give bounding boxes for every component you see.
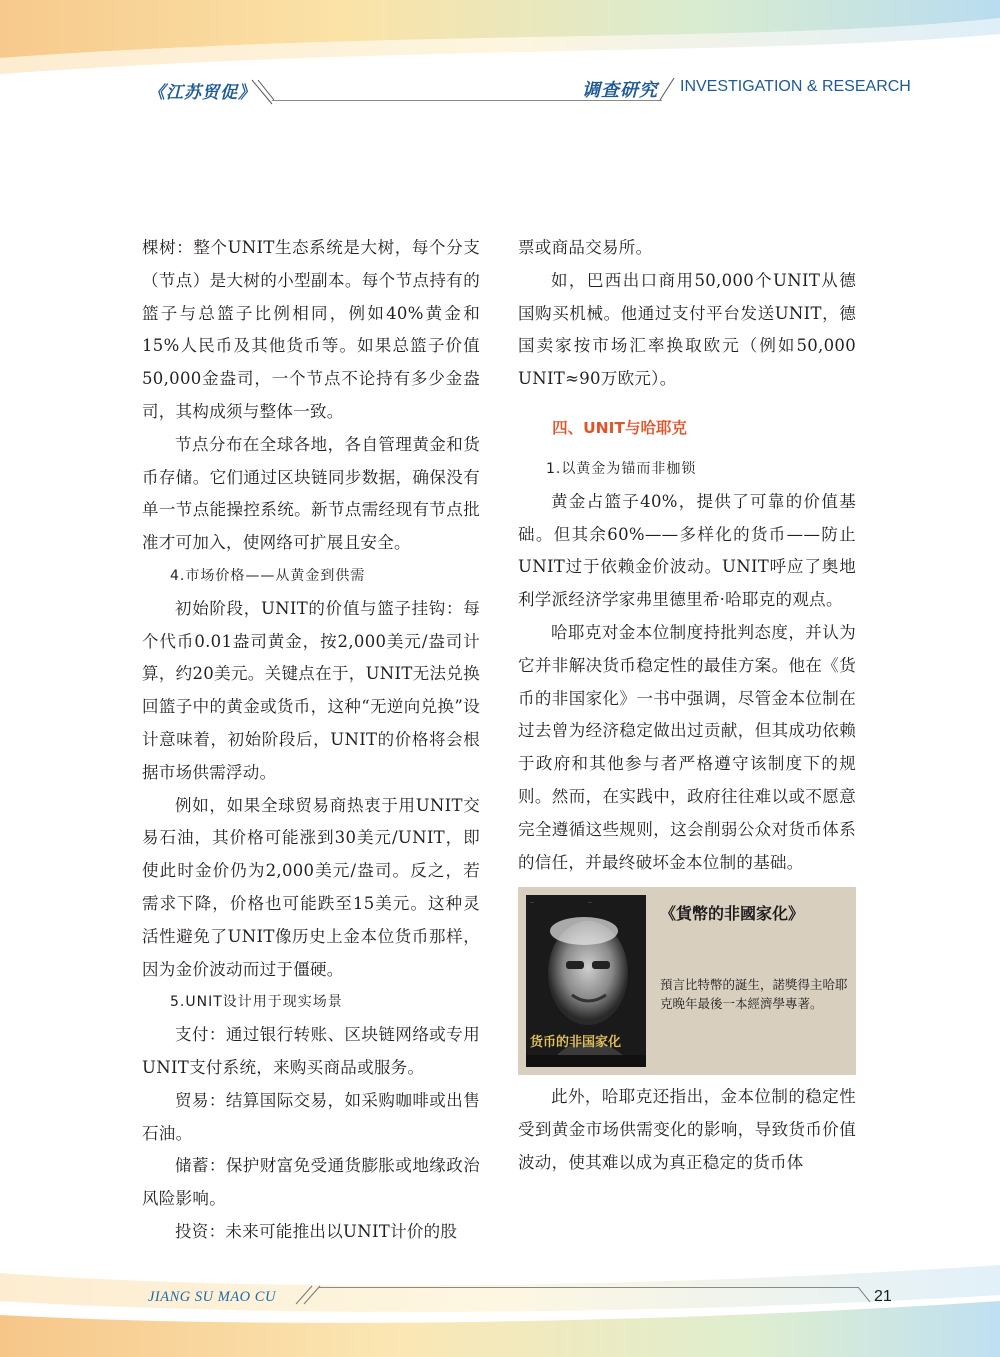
bottom-decorative-swoosh bbox=[0, 1255, 1000, 1357]
footer-slash bbox=[856, 1284, 874, 1304]
right-column bbox=[518, 232, 856, 1180]
paragraph: 如，巴西出口商用50,000个UNIT从德国购买机械。他通过支付平台发送UNIT，德国卖家按市场汇率换取欧元（例如50,000 UNIT≈90万欧元）。 bbox=[518, 270, 856, 389]
section-heading: 四、UNIT与哈耶克 bbox=[552, 418, 687, 437]
paragraph: 黄金占篮子40%，提供了可靠的价值基础。但其余60%——多样化的货币——防止UNIT过于依赖金价波动。UNIT呼应了奥地利学派经济学家弗里德里希·哈耶克的观点。 bbox=[518, 491, 856, 610]
subsection-title: 1.以黄金为锚而非枷锁 bbox=[546, 460, 697, 477]
paragraph: 初始阶段，UNIT的价值与篮子挂钩：每个代币0.01盎司黄金，按2,000美元/盎司计算，约20美元。关键点在于，UNIT无法兑换回篮子中的黄金或货币，这种“无逆向兑换”设计意味着，初始阶段后，UNIT的价格将会根据市场供需浮动。 bbox=[142, 598, 480, 782]
figure-title: 《貨幣的非國家化》 bbox=[660, 904, 805, 924]
paragraph: 棵树：整个UNIT生态系统是大树，每个分支（节点）是大树的小型副本。每个节点持有的篮子与总篮子比例相同，例如40%黄金和15%人民币及其他货币等。如果总篮子价值50,000金盎司，一个节点不论持有多少金盎司，其构成须与整体一致。 bbox=[142, 238, 480, 421]
paragraph: 储蓄：保护财富免受通货膨胀或地缘政治风险影响。 bbox=[142, 1156, 480, 1209]
paragraph: 节点分布在全球各地，各自管理黄金和货币存储。它们通过区块链同步数据，确保没有单一节点能操控系统。新节点需经现有节点批准才可加入，使网络可扩展且安全。 bbox=[142, 434, 480, 553]
book-author-label: — bbox=[588, 899, 592, 905]
book-top-label: — bbox=[530, 899, 534, 905]
paragraph: 此外，哈耶克还指出，金本位制的稳定性受到黄金市场供需变化的影响，导致货币价值波动，使其难以成为真正稳定的货币体 bbox=[518, 1087, 856, 1172]
footer-journal-name: JIANG SU MAO CU bbox=[148, 1289, 276, 1305]
paragraph: 投资：未来可能推出以UNIT计价的股 bbox=[175, 1221, 458, 1241]
subsection-title: 5.UNIT设计用于现实场景 bbox=[170, 994, 343, 1011]
journal-name: 《江苏贸促》 bbox=[148, 83, 256, 103]
column-english-name: INVESTIGATION & RESEARCH bbox=[680, 78, 911, 95]
page-number: 21 bbox=[874, 1288, 892, 1305]
footer-rule bbox=[318, 1287, 858, 1288]
book-cover-image bbox=[526, 895, 646, 1067]
column-name: 调查研究 bbox=[582, 80, 658, 101]
paragraph: 票或商品交易所。 bbox=[518, 238, 653, 257]
top-decorative-swoosh bbox=[0, 0, 1000, 75]
paragraph: 哈耶克对金本位制度持批判态度，并认为它并非解决货币稳定性的最佳方案。他在《货币的非国家化》一书中强调，尽管金本位制在过去曾为经济稳定做出过贡献，但其成功依赖于政府和其他参与者严格遵守该制度下的规则。然而，在实践中，政府往往难以或不愿意完全遵循这些规则，这会削弱公众对货币体系的信任，并最终破坏金本位制的基础。 bbox=[518, 622, 856, 872]
header-slash bbox=[656, 76, 676, 102]
book-figure bbox=[518, 887, 856, 1075]
book-publisher-strip bbox=[526, 1055, 646, 1067]
figure-caption: 預言比特幣的誕生，諾獎得主哈耶克晚年最後一本經濟學專著。 bbox=[660, 977, 848, 1012]
paragraph: 贸易：结算国际交易，如采购咖啡或出售石油。 bbox=[142, 1090, 480, 1143]
header-slash-divider bbox=[250, 78, 274, 106]
subsection-title: 4.市场价格——从黄金到供需 bbox=[170, 567, 366, 584]
book-cover-title: 货币的非国家化 bbox=[530, 1035, 622, 1051]
paragraph: 例如，如果全球贸易商热衷于用UNIT交易石油，其价格可能涨到30美元/UNIT，即使此时金价仍为2,000美元/盎司。反之，若需求下降，价格也可能跌至15美元。这种灵活性避免了UNIT像历史上金本位货币那样，因为金价波动而过于僵硬。 bbox=[142, 795, 480, 979]
page-header bbox=[0, 70, 1000, 110]
paragraph: 支付：通过银行转账、区块链网络或专用UNIT支付系统，来购买商品或服务。 bbox=[142, 1025, 480, 1077]
left-column bbox=[142, 232, 480, 1249]
